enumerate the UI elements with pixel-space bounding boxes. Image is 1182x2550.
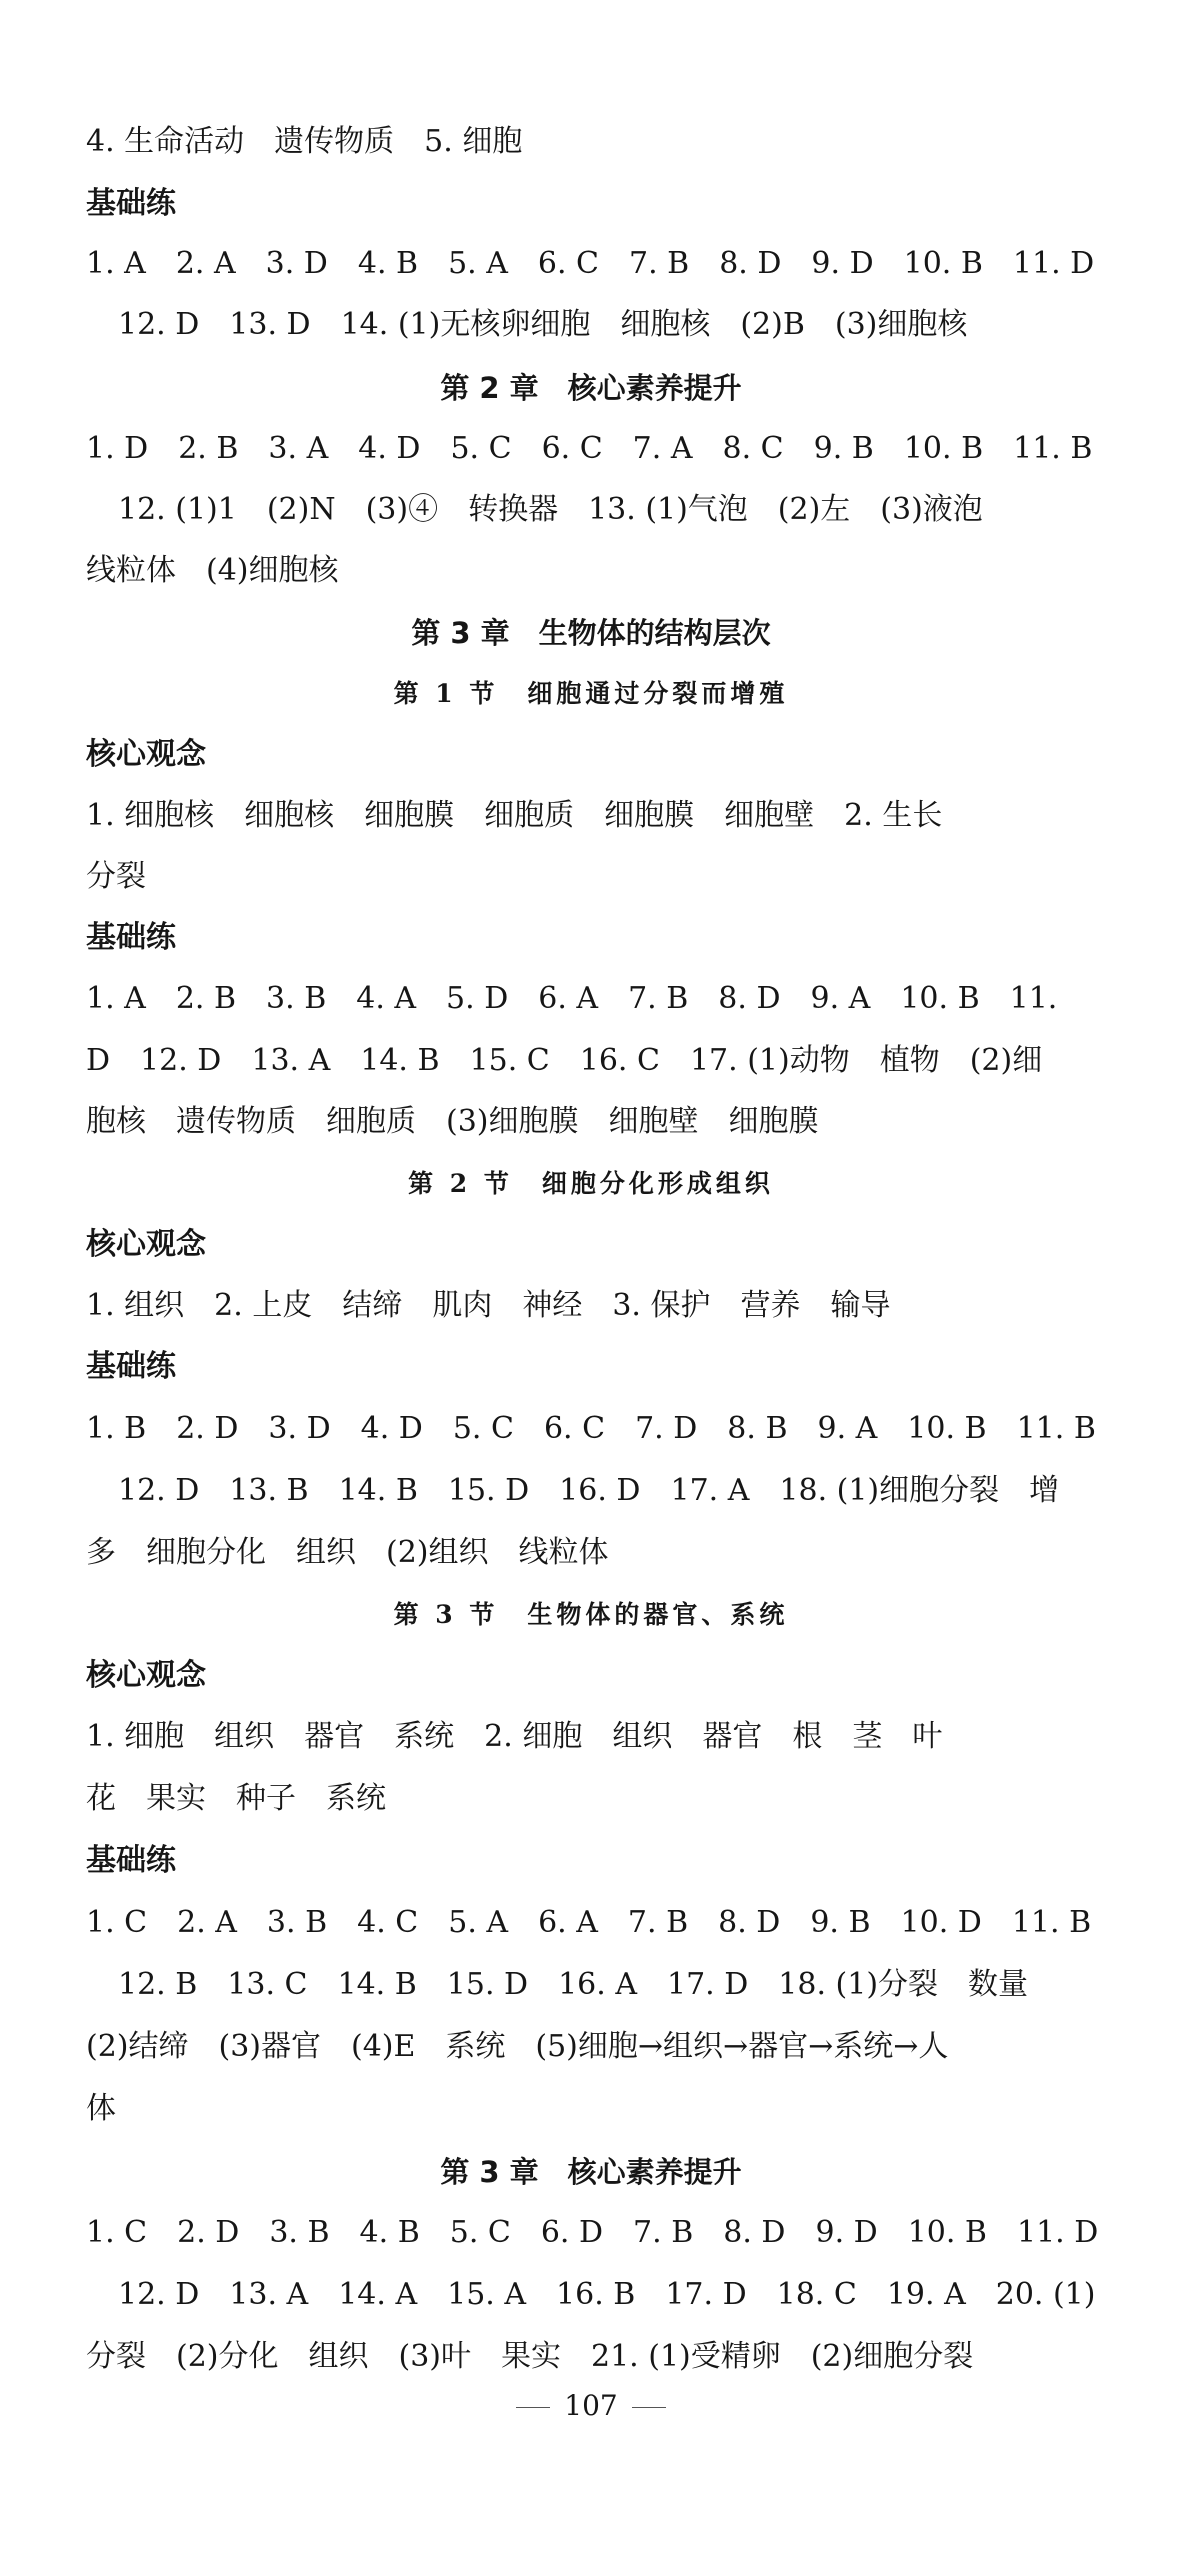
answer-line: 体 xyxy=(86,2091,116,2126)
answer-line: 1. C 2. A 3. B 4. C 5. A 6. A 7. B 8. D 9. B 10. D 11. B xyxy=(86,1905,1092,1940)
answer-line: 1. C 2. D 3. B 4. B 5. C 6. D 7. B 8. D 9. D 10. B 11. D xyxy=(86,2215,1099,2250)
chapter-2-review-heading: 第 2 章 核心素养提升 xyxy=(440,371,742,405)
section-1-heading: 第 1 节 细胞通过分裂而增殖 xyxy=(393,679,789,708)
section-3-heading: 第 3 节 生物体的器官、系统 xyxy=(393,1600,789,1629)
answer-line: 12. D 13. D 14. (1)无核卵细胞 细胞核 (2)B (3)细胞核 xyxy=(118,307,968,342)
answer-line: 1. A 2. B 3. B 4. A 5. D 6. A 7. B 8. D 9. A 10. B 11. xyxy=(86,981,1058,1016)
footer-dash-left xyxy=(516,2407,550,2408)
answer-line: 胞核 遗传物质 细胞质 (3)细胞膜 细胞壁 细胞膜 xyxy=(86,1104,819,1139)
answer-line: 线粒体 (4)细胞核 xyxy=(86,553,339,588)
section-label-core-concepts: 核心观念 xyxy=(86,737,206,772)
answer-line: 分裂 xyxy=(86,859,146,894)
answer-line: 12. (1)1 (2)N (3)④ 转换器 13. (1)气泡 (2)左 (3)液泡 xyxy=(118,492,983,527)
section-label-basic-practice: 基础练 xyxy=(86,1349,176,1384)
answer-line: (2)结缔 (3)器官 (4)E 系统 (5)细胞→组织→器官→系统→人 xyxy=(86,2029,949,2064)
page-number: 107 xyxy=(564,2389,618,2422)
answer-line: 12. D 13. B 14. B 15. D 16. D 17. A 18. (1)细胞分裂 增 xyxy=(118,1473,1060,1508)
chapter-3-review-heading: 第 3 章 核心素养提升 xyxy=(440,2155,742,2189)
footer-dash-right xyxy=(632,2407,666,2408)
answer-line: 1. D 2. B 3. A 4. D 5. C 6. C 7. A 8. C 9. B 10. B 11. B xyxy=(86,431,1093,466)
answer-line: 1. 组织 2. 上皮 结缔 肌肉 神经 3. 保护 营养 输导 xyxy=(86,1288,891,1323)
answer-line: 多 细胞分化 组织 (2)组织 线粒体 xyxy=(86,1535,609,1570)
answer-line: 4. 生命活动 遗传物质 5. 细胞 xyxy=(86,124,523,159)
chapter-3-heading: 第 3 章 生物体的结构层次 xyxy=(411,616,771,650)
answer-line: 1. 细胞核 细胞核 细胞膜 细胞质 细胞膜 细胞壁 2. 生长 xyxy=(86,798,943,833)
answer-line: 12. D 13. A 14. A 15. A 16. B 17. D 18. C 19. A 20. (1) xyxy=(118,2277,1096,2312)
answer-line: 分裂 (2)分化 组织 (3)叶 果实 21. (1)受精卵 (2)细胞分裂 xyxy=(86,2339,974,2374)
section-label-basic-practice: 基础练 xyxy=(86,186,176,221)
answer-line: 1. 细胞 组织 器官 系统 2. 细胞 组织 器官 根 茎 叶 xyxy=(86,1719,943,1754)
answer-line: 1. B 2. D 3. D 4. D 5. C 6. C 7. D 8. B 9. A 10. B 11. B xyxy=(86,1411,1096,1446)
answer-line: 12. B 13. C 14. B 15. D 16. A 17. D 18. (1)分裂 数量 xyxy=(118,1967,1029,2002)
page-footer xyxy=(0,2388,1182,2424)
section-label-core-concepts: 核心观念 xyxy=(86,1227,206,1262)
answer-line: 1. A 2. A 3. D 4. B 5. A 6. C 7. B 8. D 9. D 10. B 11. D xyxy=(86,246,1095,281)
section-label-basic-practice: 基础练 xyxy=(86,1843,176,1878)
answer-line: 花 果实 种子 系统 xyxy=(86,1781,386,1816)
section-label-basic-practice: 基础练 xyxy=(86,920,176,955)
section-label-core-concepts: 核心观念 xyxy=(86,1658,206,1693)
section-2-heading: 第 2 节 细胞分化形成组织 xyxy=(408,1169,774,1198)
answer-line: D 12. D 13. A 14. B 15. C 16. C 17. (1)动物 植物 (2)细 xyxy=(86,1043,1043,1078)
